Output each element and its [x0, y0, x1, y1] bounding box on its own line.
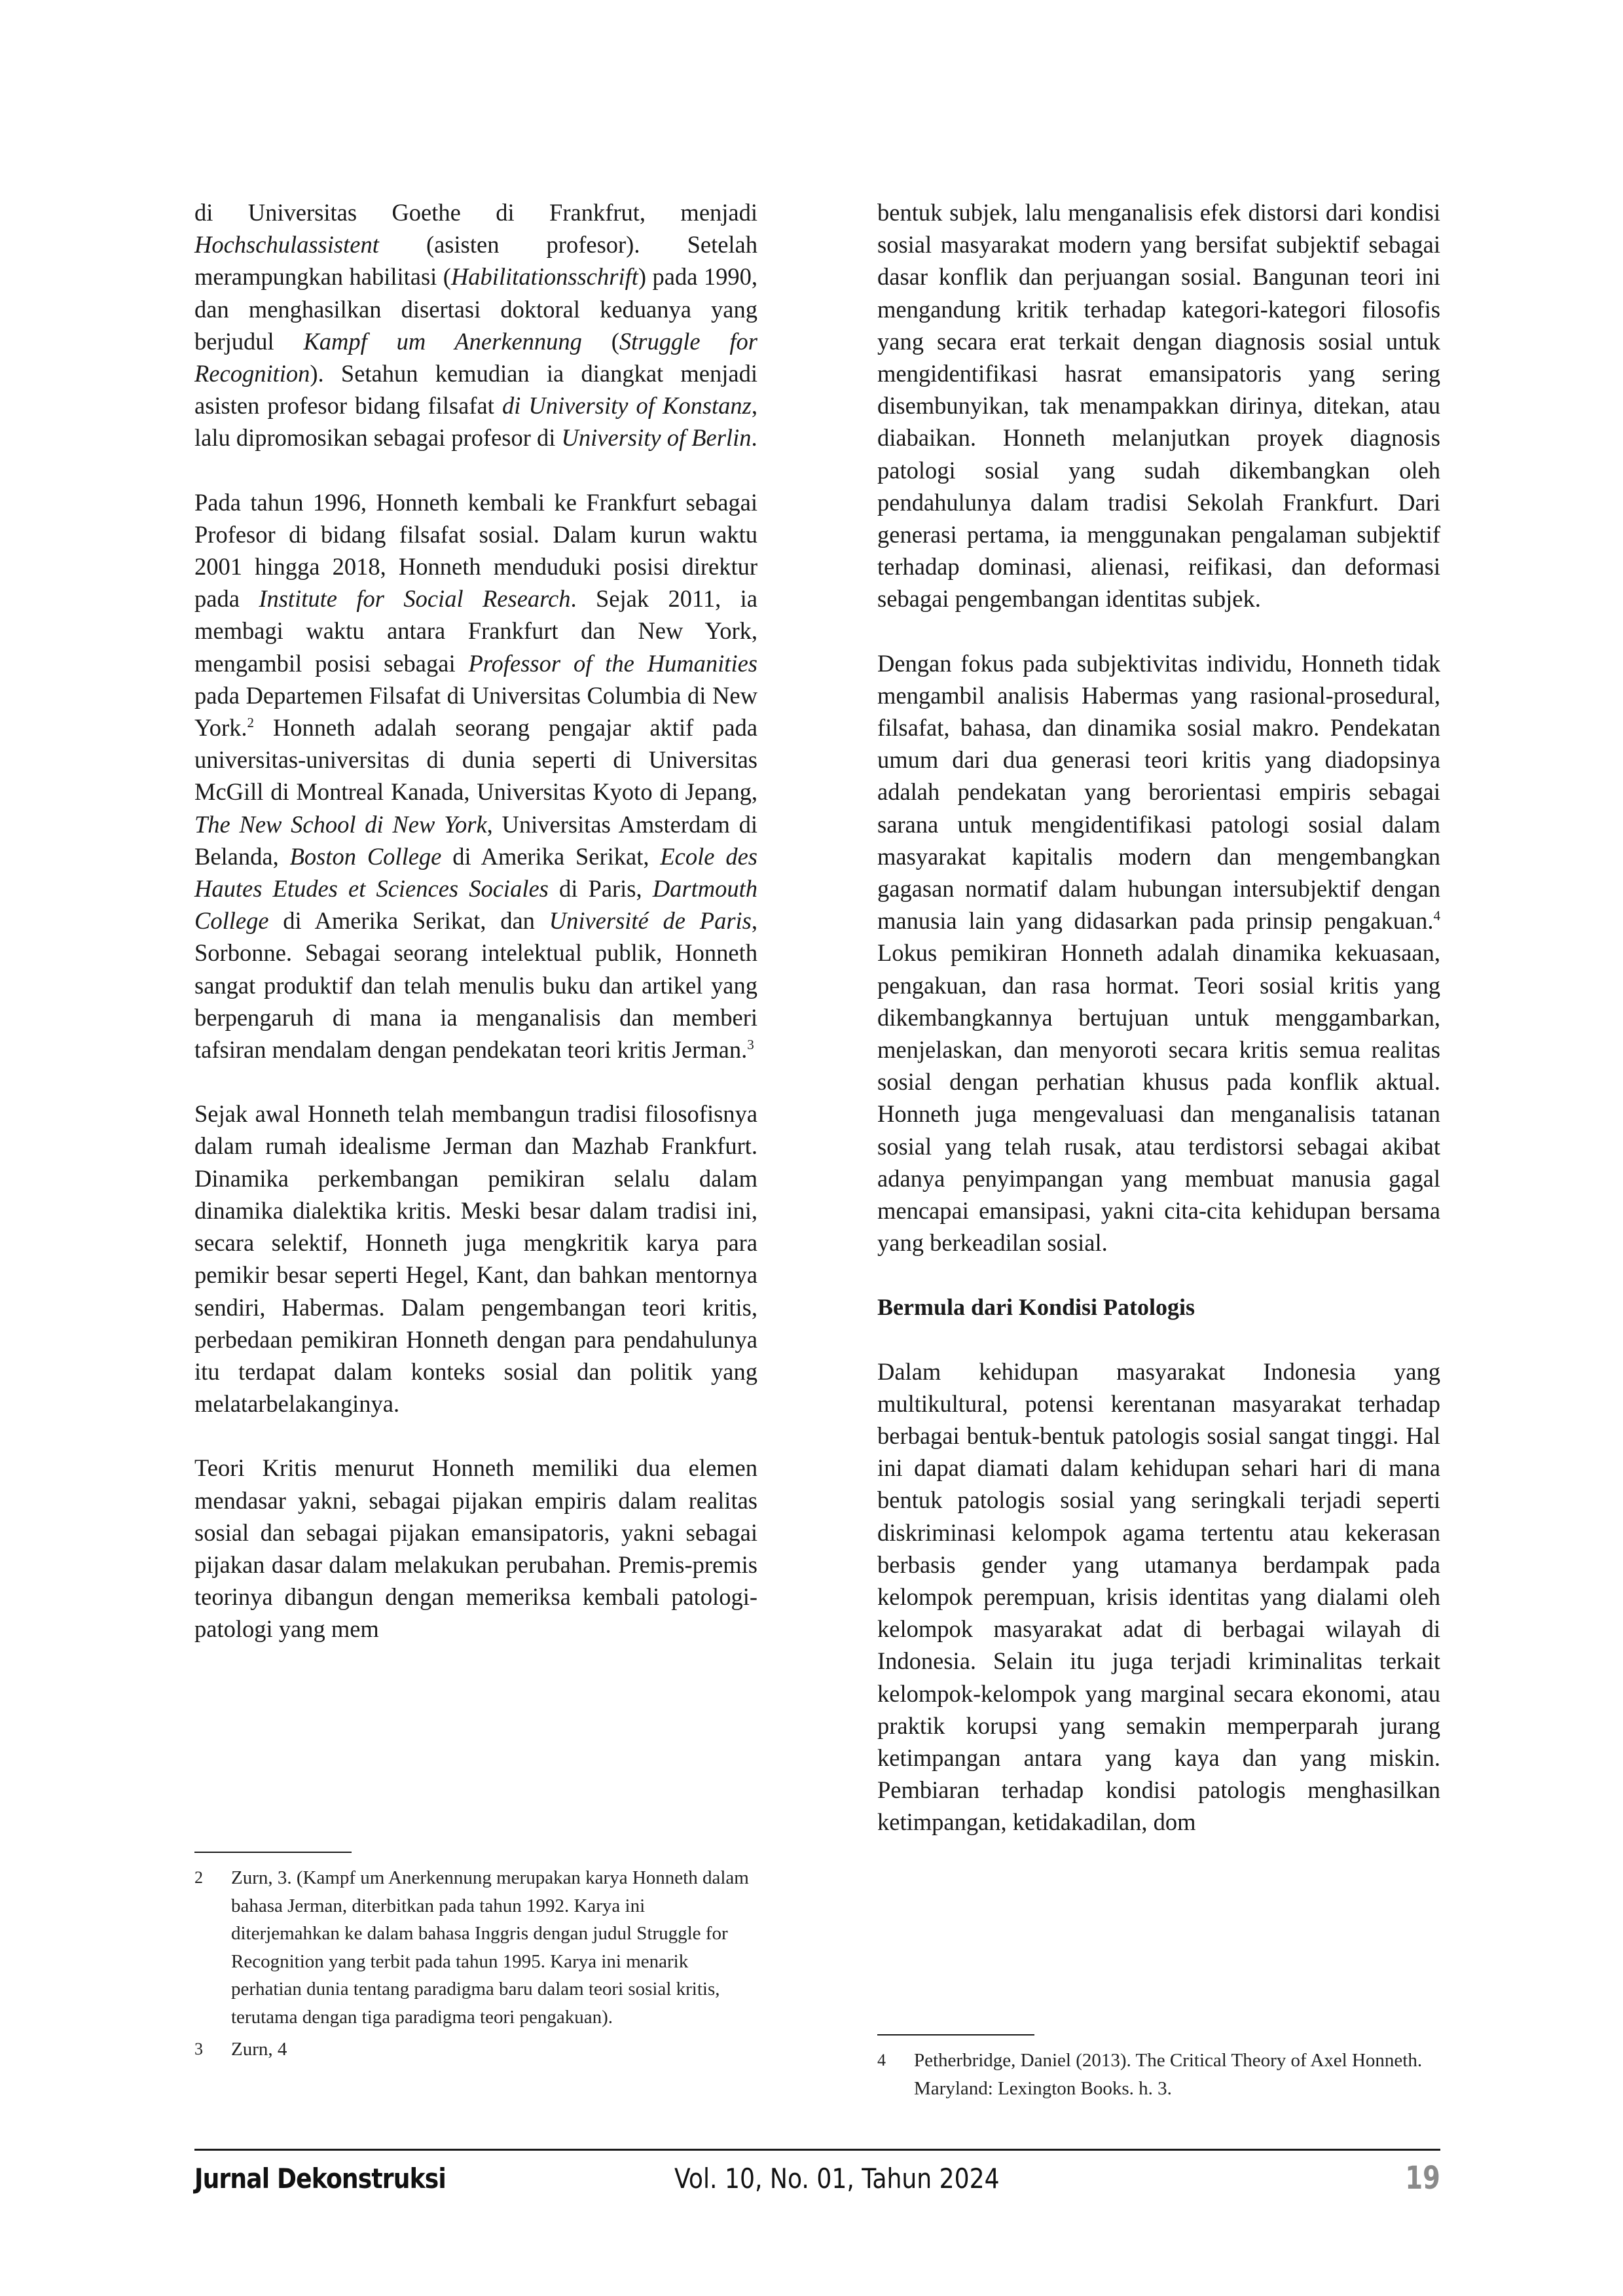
footnotes-left	[194, 1864, 757, 2067]
footnote-ref: 2	[247, 714, 254, 730]
italic-text: Boston College	[289, 842, 442, 870]
italic-text: The New School di New York	[194, 810, 487, 838]
paragraph	[194, 1452, 757, 1645]
text-run: Dengan fokus pada subjektivitas individu, Honneth tidak mengambil analisis Habermas yang rasional-prosedural, filsafat, bahasa, dan dinamika sosial makro. Pendekatan umum dari dua generasi teori kritis yang diadopsinya adalah pendekatan yang berorientasi empiris sebagai sarana untuk mengidentifikasi patologi sosial dalam masyarakat kapitalis modern dan mengembangkan gagasan normatif dalam hubungan intersubjektif dengan manusia lain yang didasarkan pada prinsip pengakuan.	[877, 649, 1440, 935]
italic-text: Ecole des Hautes Etudes et Sciences Sociales	[194, 842, 757, 903]
page-number: 19	[1405, 2160, 1440, 2197]
right-column	[877, 196, 1440, 1871]
text-run: (asisten profesor). Setelah merampungkan habilitasi (	[194, 231, 757, 291]
footnote-ref: 3	[747, 1036, 754, 1052]
footnote	[194, 1864, 757, 2032]
text-run: di Amerika Serikat, dan	[268, 907, 549, 935]
italic-text: Professor of the Humanities	[468, 649, 757, 677]
section-heading: Bermula dari Kondisi Patologis	[877, 1293, 1195, 1320]
text-run: .	[751, 424, 757, 452]
text-run: ). Setahun kemudian ia diangkat menjadi asisten profesor bidang filsafat	[194, 360, 757, 420]
italic-text: Struggle for Recognition	[194, 327, 757, 387]
text-run: Honneth adalah seorang pengajar aktif pada universitas-universitas di dunia seperti di Universitas McGill di Montreal Kanada, Universitas Kyoto di Jepang,	[194, 714, 757, 806]
text-run: Sejak awal Honneth telah membangun tradisi filosofisnya dalam rumah idealisme Jerman dan Mazhab Frankfurt. Dinamika perkembangan pemikiran selalu dalam dinamika dialektika kritis. Meski besar dalam tradisi ini, secara selektif, Honneth juga mengkritik karya para pemikir besar seperti Hegel, Kant, dan bahkan mentornya sendiri, Habermas. Dalam pengembangan teori kritis, perbedaan pemikiran Honneth dengan para pendahulunya itu terdapat dalam konteks sosial dan politik yang melatarbelakanginya.	[194, 1100, 757, 1418]
text-run: , Sorbonne. Sebagai seorang intelektual publik, Honneth sangat produktif dan telah menulis buku dan artikel yang berpengaruh di mana ia menganalisis dan memberi tafsiran mendalam dengan pendekatan teori kritis Jerman.	[194, 907, 757, 1064]
footnote	[194, 2036, 757, 2064]
footnote-separator	[877, 2034, 1034, 2036]
italic-text: Hochschulassistent	[194, 231, 379, 259]
footnote-number: 2	[194, 1868, 203, 1887]
text-run: di Paris,	[548, 875, 653, 903]
text-run: , lalu dipromosikan sebagai profesor di	[194, 392, 758, 452]
paragraph	[194, 486, 757, 1066]
footnote	[877, 2047, 1440, 2102]
text-run: (	[581, 327, 619, 355]
italic-text: University of Berlin	[561, 424, 752, 452]
paragraph	[877, 647, 1440, 1259]
italic-text: Habilitationsschrift	[450, 263, 638, 291]
paragraph	[194, 1098, 757, 1420]
text-run: Pada tahun 1996, Honneth kembali ke Frankfurt sebagai Profesor di bidang filsafat sosial. Dalam kurun waktu 2001 hingga 2018, Honneth menduduki posisi direktur pada	[194, 488, 757, 613]
footnote-text: Zurn, 3. (Kampf um Anerkennung merupakan karya Honneth dalam bahasa Jerman, diterbitkan pada tahun 1992. Karya ini diterjemahkan ke dalam bahasa Inggris dengan judul Struggle for Recognition yang terbit pada tahun 1995. Karya ini menarik perhatian dunia tentang paradigma baru dalam teori sosial kritis, terutama dengan tiga paradigma teori pengakuan).	[231, 1867, 749, 2028]
footnote-text: Zurn, 4	[231, 2038, 287, 2060]
text-run: ) pada 1990, dan menghasilkan disertasi doktoral keduanya yang berjudul	[194, 263, 757, 355]
footnote-ref: 4	[1433, 908, 1440, 924]
italic-text: di University of Konstanz	[501, 392, 752, 420]
text-run: bentuk subjek, lalu menganalisis efek distorsi dari kondisi sosial masyarakat modern yang bersifat subjektif sebagai dasar konflik dan perjuangan sosial. Bangunan teori ini mengandung kritik terhadap kategori-kategori filosofis yang secara erat terkait dengan diagnosis sosial untuk mengidentifikasi hasrat emansipatoris yang sering disembunyikan, tak menampakkan dirinya, ditekan, atau diabaikan. Honneth melanjutkan proyek diagnosis patologi sosial yang sudah dikembangkan oleh pendahulunya dalam tradisi Sekolah Frankfurt. Dari generasi pertama, ia menggunakan pengalaman subjektif terhadap dominasi, alienasi, reifikasi, dan deformasi sebagai pengembangan identitas subjek.	[877, 199, 1440, 613]
italic-text: Institute for Social Research	[259, 585, 571, 613]
journal-name: Jurnal Dekonstruksi	[194, 2162, 446, 2195]
text-run: Lokus pemikiran Honneth adalah dinamika kekuasaan, pengakuan, dan rasa hormat. Teori sosial kritis yang dikembangkannya bertujuan untuk menggambarkan, menjelaskan, dan menyoroti secara kritis semua realitas sosial dengan perhatian khusus pada konflik aktual. Honneth juga mengevaluasi dan menganalisis tatanan sosial yang telah rusak, atau terdistorsi sebagai akibat adanya penyimpangan yang membuat manusia gagal mencapai emansipasi, yakni cita-cita kehidupan bersama yang berkeadilan sosial.	[877, 939, 1440, 1257]
footnotes-right	[877, 2047, 1440, 2106]
text-run: , Universitas Amsterdam di Belanda,	[194, 810, 757, 870]
text-run: . Sejak 2011, ia membagi waktu antara Frankfurt dan New York, mengambil posisi sebagai	[194, 585, 758, 677]
footnote-number: 4	[877, 2051, 886, 2070]
text-run: Teori Kritis menurut Honneth memiliki dua elemen mendasar yakni, sebagai pijakan empiris dalam realitas sosial dan sebagai pijakan emansipatoris, yakni sebagai pijakan dasar dalam melakukan perubahan. Premis-premis teorinya dibangun dengan memeriksa kembali patologi-patologi yang mem	[194, 1454, 757, 1643]
paragraph	[877, 196, 1440, 615]
text-run: di Amerika Serikat,	[441, 842, 661, 870]
footnote-text: Petherbridge, Daniel (2013). The Critical Theory of Axel Honneth. Maryland: Lexington Books. h. 3.	[914, 2050, 1423, 2099]
italic-text: Université de Paris	[549, 907, 752, 935]
footnote-separator	[194, 1852, 352, 1853]
footer-rule	[194, 2149, 1440, 2151]
paragraph	[194, 196, 757, 454]
italic-text: Dartmouth College	[194, 875, 757, 935]
text-run: pada Departemen Filsafat di Universitas Columbia di New York.	[194, 681, 757, 742]
text-run: Dalam kehidupan masyarakat Indonesia yang multikultural, potensi kerentanan masyarakat terhadap berbagai bentuk-bentuk patologis sosial sangat tinggi. Hal ini dapat diamati dalam kehidupan sehari hari di mana bentuk patologis sosial yang seringkali terjadi seperti diskriminasi kelompok agama tertentu atau kekerasan berbasis gender yang utamanya berdampak pada kelompok perempuan, krisis identitas yang dialami oleh kelompok masyarakat adat di berbagai wilayah di Indonesia. Selain itu juga terjadi kriminalitas terkait kelompok-kelompok yang marginal secara ekonomi, atau praktik korupsi yang semakin memperparah jurang ketimpangan antara yang kaya dan yang miskin. Pembiaran terhadap kondisi patologis menghasilkan ketimpangan, ketidakadilan, dom	[877, 1357, 1440, 1836]
italic-text: Kampf um Anerkennung	[303, 327, 582, 355]
text-run: di Universitas Goethe di Frankfrut, menjadi	[194, 199, 757, 226]
footnote-number: 3	[194, 2039, 203, 2058]
paragraph	[877, 1355, 1440, 1839]
volume-info: Vol. 10, No. 01, Tahun 2024	[674, 2162, 1000, 2195]
left-column	[194, 196, 757, 1677]
